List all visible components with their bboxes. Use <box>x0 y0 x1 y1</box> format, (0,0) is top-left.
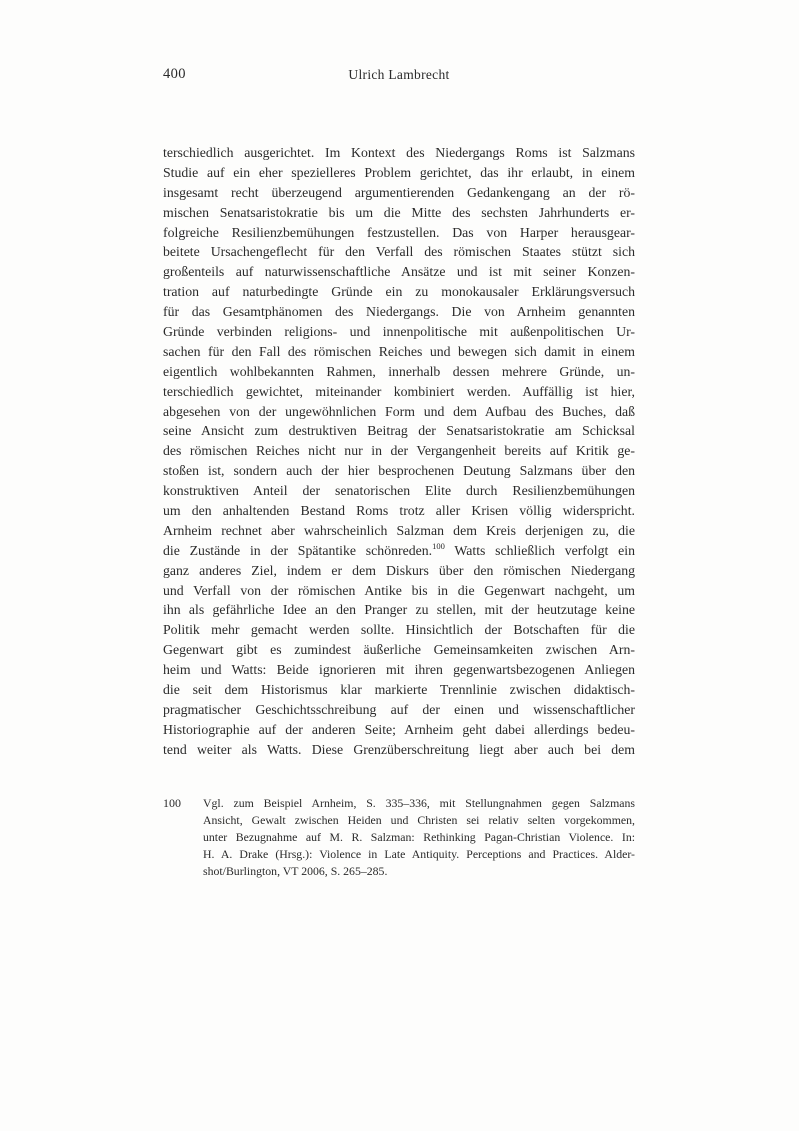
footnote-line: shot/Burlington, VT 2006, S. 265–285. <box>203 864 388 878</box>
page-header <box>163 66 635 84</box>
body-line: seine Ansicht zum destruktiven Beitrag der Senatsaristokratie am Schicksal <box>163 423 635 439</box>
body-line: großenteils auf naturwissenschaftliche Ansätze und ist mit seiner Konzen- <box>163 264 635 280</box>
body-line: heim und Watts: Beide ignorieren mit ihren gegenwartsbezogenen Anliegen <box>163 662 635 678</box>
body-line: Gründe verbinden religions- und innenpolitische mit außenpolitischen Ur- <box>163 324 635 340</box>
footnote-line: Vgl. zum Beispiel Arnheim, S. 335–336, mit Stellungnahmen gegen Salzmans <box>203 796 635 810</box>
body-line: ganz anderes Ziel, indem er dem Diskurs über den römischen Niedergang <box>163 562 635 578</box>
body-line: beitete Ursachengeflecht für den Verfall des römischen Staates stützt sich <box>163 244 635 260</box>
body-line: stoßen ist, sondern auch der hier besprochenen Deutung Salzmans über den <box>163 463 635 479</box>
body-line: mischen Senatsaristokratie bis um die Mitte des sechsten Jahrhunderts er- <box>163 204 635 220</box>
footnote-line: unter Bezugnahme auf M. R. Salzman: Rethinking Pagan-Christian Violence. In: <box>203 830 635 844</box>
body-line: tend weiter als Watts. Diese Grenzüberschreitung liegt aber auch bei dem <box>163 741 635 757</box>
body-line: terschiedlich gewichtet, miteinander kombiniert werden. Auffällig ist hier, <box>163 383 635 399</box>
body-line: um den anhaltenden Bestand Roms trotz aller Krisen völlig widerspricht. <box>163 503 635 519</box>
footnote-number: 100 <box>163 796 181 810</box>
footnote-line: H. A. Drake (Hrsg.): Violence in Late Antiquity. Perceptions and Practices. Alder- <box>203 847 635 861</box>
body-line: folgreiche Resilienzbemühungen festzustellen. Das von Harper herausgear- <box>163 224 635 240</box>
body-line: die seit dem Historismus klar markierte Trennlinie zwischen didaktisch- <box>163 682 635 698</box>
body-line: des römischen Reiches nicht nur in der Vergangenheit bereits auf Kritik ge- <box>163 443 635 459</box>
page-number: 400 <box>163 66 186 82</box>
body-line: sachen für den Fall des römischen Reiches und bewegen sich damit in einem <box>163 343 635 359</box>
body-line: Politik mehr gemacht werden sollte. Hinsichtlich der Botschaften für die <box>163 622 635 638</box>
body-line: für das Gesamtphänomen des Niedergangs. Die von Arnheim genannten <box>163 304 635 320</box>
body-line: insgesamt recht überzeugend argumentierenden Gedankengang an der rö- <box>163 184 635 200</box>
body-line: abgesehen von der ungewöhnlichen Form und dem Aufbau des Buches, daß <box>163 403 635 419</box>
body-line: Gegenwart gibt es zumindest äußerliche Gemeinsamkeiten zwischen Arn- <box>163 642 635 658</box>
running-title: Ulrich Lambrecht <box>348 67 450 82</box>
body-line: konstruktiven Anteil der senatorischen Elite durch Resilienzbemühungen <box>163 483 635 499</box>
body-line: terschiedlich ausgerichtet. Im Kontext des Niedergangs Roms ist Salzmans <box>163 145 635 160</box>
body-line: Arnheim rechnet aber wahrscheinlich Salzman dem Kreis derjenigen zu, die <box>163 522 635 538</box>
body-line: tration auf naturbedingte Gründe ein zu monokausaler Erklärungsversuch <box>163 284 635 300</box>
body-line: Studie auf ein eher spezielleres Problem gerichtet, das ihr erlaubt, in einem <box>163 164 635 180</box>
body-line: die Zustände in der Spätantike schönreden.$^{100}$ Watts schließlich verfolgt ein <box>163 541 635 558</box>
body-line: pragmatischer Geschichtsschreibung auf der einen und wissenschaftlicher <box>163 701 635 717</box>
body-line: eigentlich wohlbekannten Rahmen, innerhalb dessen mehrere Gründe, un- <box>163 363 635 379</box>
footnote-line: Ansicht, Gewalt zwischen Heiden und Christen sei relativ selten vorgekommen, <box>203 813 635 827</box>
footnote-reference: 100 <box>432 541 445 552</box>
footnote-text <box>203 795 635 880</box>
footnote <box>163 795 635 880</box>
body-text <box>163 143 635 760</box>
body-line: Historiographie auf der anderen Seite; Arnheim geht dabei allerdings bedeu- <box>163 721 635 737</box>
body-line: und Verfall von der römischen Antike bis in die Gegenwart nachgeht, um <box>163 582 635 598</box>
body-line: ihn als gefährliche Idee an den Pranger zu stellen, mit der heutzutage keine <box>163 602 635 618</box>
